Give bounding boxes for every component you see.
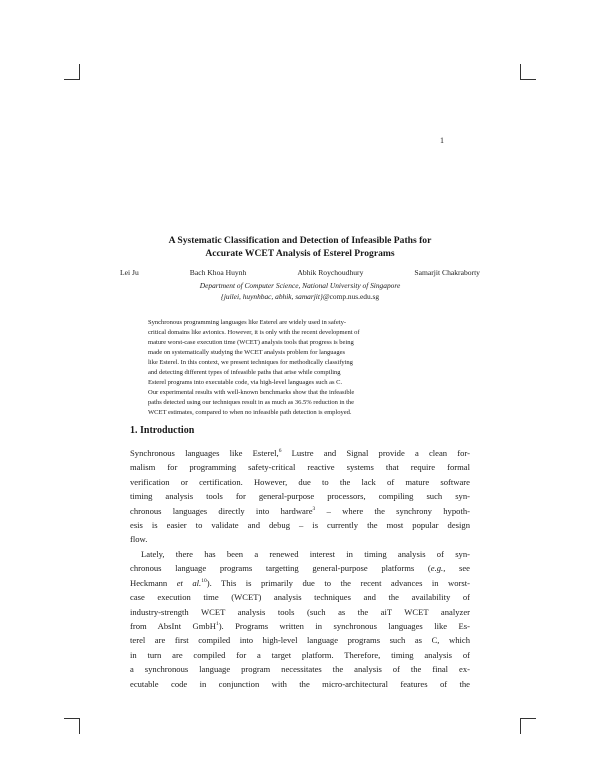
paper-title bbox=[110, 235, 490, 260]
author: Samarjit Chakraborty bbox=[414, 268, 480, 277]
crop-mark bbox=[64, 79, 80, 80]
paragraph-line: a synchronous language program necessitates the analysis of the final ex- bbox=[130, 664, 470, 675]
paragraph-line: in turn are compiled for a target platform. Therefore, timing analysis of bbox=[130, 649, 470, 660]
paragraph-1 bbox=[130, 446, 470, 547]
crop-mark bbox=[520, 718, 521, 734]
abstract-line: paths detected using our techniques result in as much as 36.5% reduction in the bbox=[148, 399, 355, 406]
title-line: Accurate WCET Analysis of Esterel Programs bbox=[205, 247, 395, 259]
email-domain: @comp.nus.edu.sg bbox=[322, 292, 380, 301]
abstract-line: made on systematically studying the WCET analysis problem for languages bbox=[148, 349, 346, 356]
paragraph-line: chronous language programs targetting general-purpose platforms (e.g., see bbox=[130, 563, 470, 574]
paragraph-line: ecutable code in conjunction with the micro-architectural features of the bbox=[130, 678, 470, 689]
crop-mark bbox=[79, 718, 80, 734]
author: Bach Khoa Huynh bbox=[189, 268, 247, 277]
paragraph-line: case execution time (WCET) analysis techniques and the availability of bbox=[130, 592, 470, 603]
section-heading: 1. Introduction bbox=[130, 425, 195, 436]
abstract-line: mature worst-case execution time (WCET) analysis tools that progress is being bbox=[148, 339, 354, 346]
crop-mark bbox=[520, 718, 536, 719]
crop-mark bbox=[520, 79, 536, 80]
paragraph-line: Synchronous languages like Esterel,$^6$ Lustre and Signal provide a clean for- bbox=[130, 448, 470, 458]
author-list bbox=[120, 268, 480, 277]
affiliation: Department of Computer Science, National University of Singapore bbox=[199, 281, 401, 290]
author-emails bbox=[120, 292, 480, 301]
crop-mark bbox=[520, 64, 521, 80]
crop-mark bbox=[64, 718, 80, 719]
paragraph-line: malism for programming safety-critical reactive systems that require formal bbox=[130, 462, 470, 473]
abstract bbox=[148, 318, 452, 418]
paragraph-line: timing analysis tools for general-purpose processors, compiling such syn- bbox=[130, 491, 470, 502]
author: Abhik Roychoudhury bbox=[297, 268, 364, 277]
crop-mark bbox=[79, 64, 80, 80]
abstract-line: Esterel programs into executable code, via high-level languages such as C. bbox=[148, 379, 343, 386]
abstract-line: Synchronous programming languages like Esterel are widely used in safety- bbox=[148, 319, 346, 326]
abstract-line: Our experimental results with well-known benchmarks show that the infeasible bbox=[148, 389, 355, 396]
paragraph-line: verification or certification. However, due to the lack of mature software bbox=[130, 476, 470, 487]
paragraph-line: Lately, there has been a renewed interest in timing analysis of syn- bbox=[141, 549, 470, 559]
paragraph-line: industry-strength WCET analysis tools (such as the aiT WCET analyzer bbox=[130, 606, 470, 617]
page-number: 1 bbox=[440, 136, 444, 145]
paragraph-line: terel are first compiled into high-level language programs such as C, which bbox=[130, 635, 470, 646]
paragraph-line: chronous languages directly into hardware$^3$ – where the synchrony hypoth- bbox=[130, 505, 470, 516]
paragraph-line: Heckmann et al.$^{10}$). This is primarily due to the recent advances in worst- bbox=[130, 577, 470, 588]
paragraph-line: from AbsInt GmbH$^1$). Programs written in synchronous languages like Es- bbox=[130, 620, 470, 631]
author: Lei Ju bbox=[120, 268, 139, 277]
title-line: A Systematic Classification and Detection of Infeasible Paths for bbox=[168, 235, 432, 246]
abstract-line: WCET estimates, compared to when no infeasible path detection is employed. bbox=[148, 409, 352, 416]
email-prefix: {juilei, huynhbac, abhik, samarjit} bbox=[220, 292, 323, 301]
paragraph-line: flow. bbox=[130, 534, 148, 545]
abstract-line: and detecting different types of infeasible paths that arise while compiling bbox=[148, 369, 341, 376]
abstract-line: critical domains like avionics. However, it is only with the recent development of bbox=[148, 329, 360, 336]
paragraph-2 bbox=[130, 547, 470, 691]
paragraph-line: esis is easier to validate and debug – is currently the most popular design bbox=[130, 519, 470, 530]
abstract-line: like Esterel. In this context, we present techniques for methodically classifying bbox=[148, 359, 353, 366]
